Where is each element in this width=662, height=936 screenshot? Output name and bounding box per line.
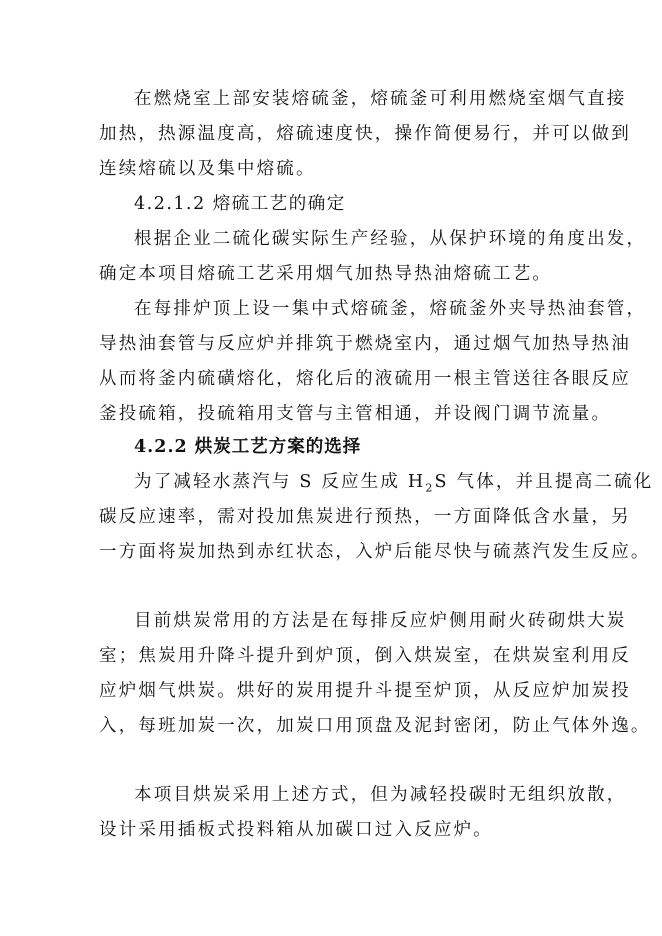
paragraph-4-line-2: 碳反应速率，需对投加焦炭进行预热，一方面降低含水量，另 [99, 507, 631, 527]
paragraph-4-line-1-pre: 为了减轻水蒸汽与 S 反应生成 H [134, 472, 426, 492]
subscript-2: 2 [425, 481, 435, 495]
paragraph-1-line-1: 在燃烧室上部安装熔硫釜，熔硫釜可利用燃烧室烟气直接 [134, 89, 627, 109]
paragraph-4-line-3: 一方面将炭加热到赤红状态，入炉后能尽快与硫蒸汽发生反应。 [99, 542, 651, 562]
paragraph-2-line-1: 根据企业二硫化碳实际生产经验，从保护环境的角度出发， [134, 229, 647, 249]
paragraph-3-line-4: 釜投硫箱，投硫箱用支管与主管相通，并设阀门调节流量。 [99, 404, 612, 424]
paragraph-5-line-4: 入，每班加炭一次，加炭口用顶盘及泥封密闭，防止气体外逸。 [99, 716, 651, 736]
paragraph-4-line-1-post: S 气体，并且提高二硫化 [434, 472, 654, 492]
paragraph-6-line-1: 本项目烘炭采用上述方式，但为减轻投碳时无组织放散， [134, 785, 627, 805]
paragraph-3-line-1: 在每排炉顶上设一集中式熔硫釜，熔硫釜外夹导热油套管， [134, 299, 647, 319]
paragraph-5-line-3: 应炉烟气烘炭。烘好的炭用提升斗提至炉顶，从反应炉加炭投 [99, 681, 631, 701]
paragraph-3-line-3: 从而将釜内硫磺熔化，熔化后的液硫用一根主管送往各眼反应 [99, 369, 631, 389]
paragraph-5-line-1: 目前烘炭常用的方法是在每排反应炉侧用耐火砖砌烘大炭 [134, 611, 627, 631]
paragraph-4-line-1 [134, 470, 654, 495]
paragraph-2-line-2: 确定本项目熔硫工艺采用烟气加热导热油熔硫工艺。 [99, 264, 553, 284]
paragraph-6-line-2: 设计采用插板式投料箱从加碳口过入反应炉。 [99, 820, 493, 840]
paragraph-5-line-2: 室；焦炭用升降斗提升到炉顶，倒入烘炭室，在烘炭室利用反 [99, 646, 631, 666]
section-heading-4-2-2: 4.2.2 烘炭工艺方案的选择 [134, 437, 362, 457]
paragraph-3-line-2: 导热油套管与反应炉并排筑于燃烧室内，通过烟气加热导热油 [99, 334, 631, 354]
paragraph-1-line-3: 连续熔硫以及集中熔硫。 [99, 159, 316, 179]
paragraph-1-line-2: 加热，热源温度高，熔硫速度快，操作简便易行，并可以做到 [99, 124, 631, 144]
section-heading-4-2-1-2: 4.2.1.2 熔硫工艺的确定 [134, 194, 346, 214]
